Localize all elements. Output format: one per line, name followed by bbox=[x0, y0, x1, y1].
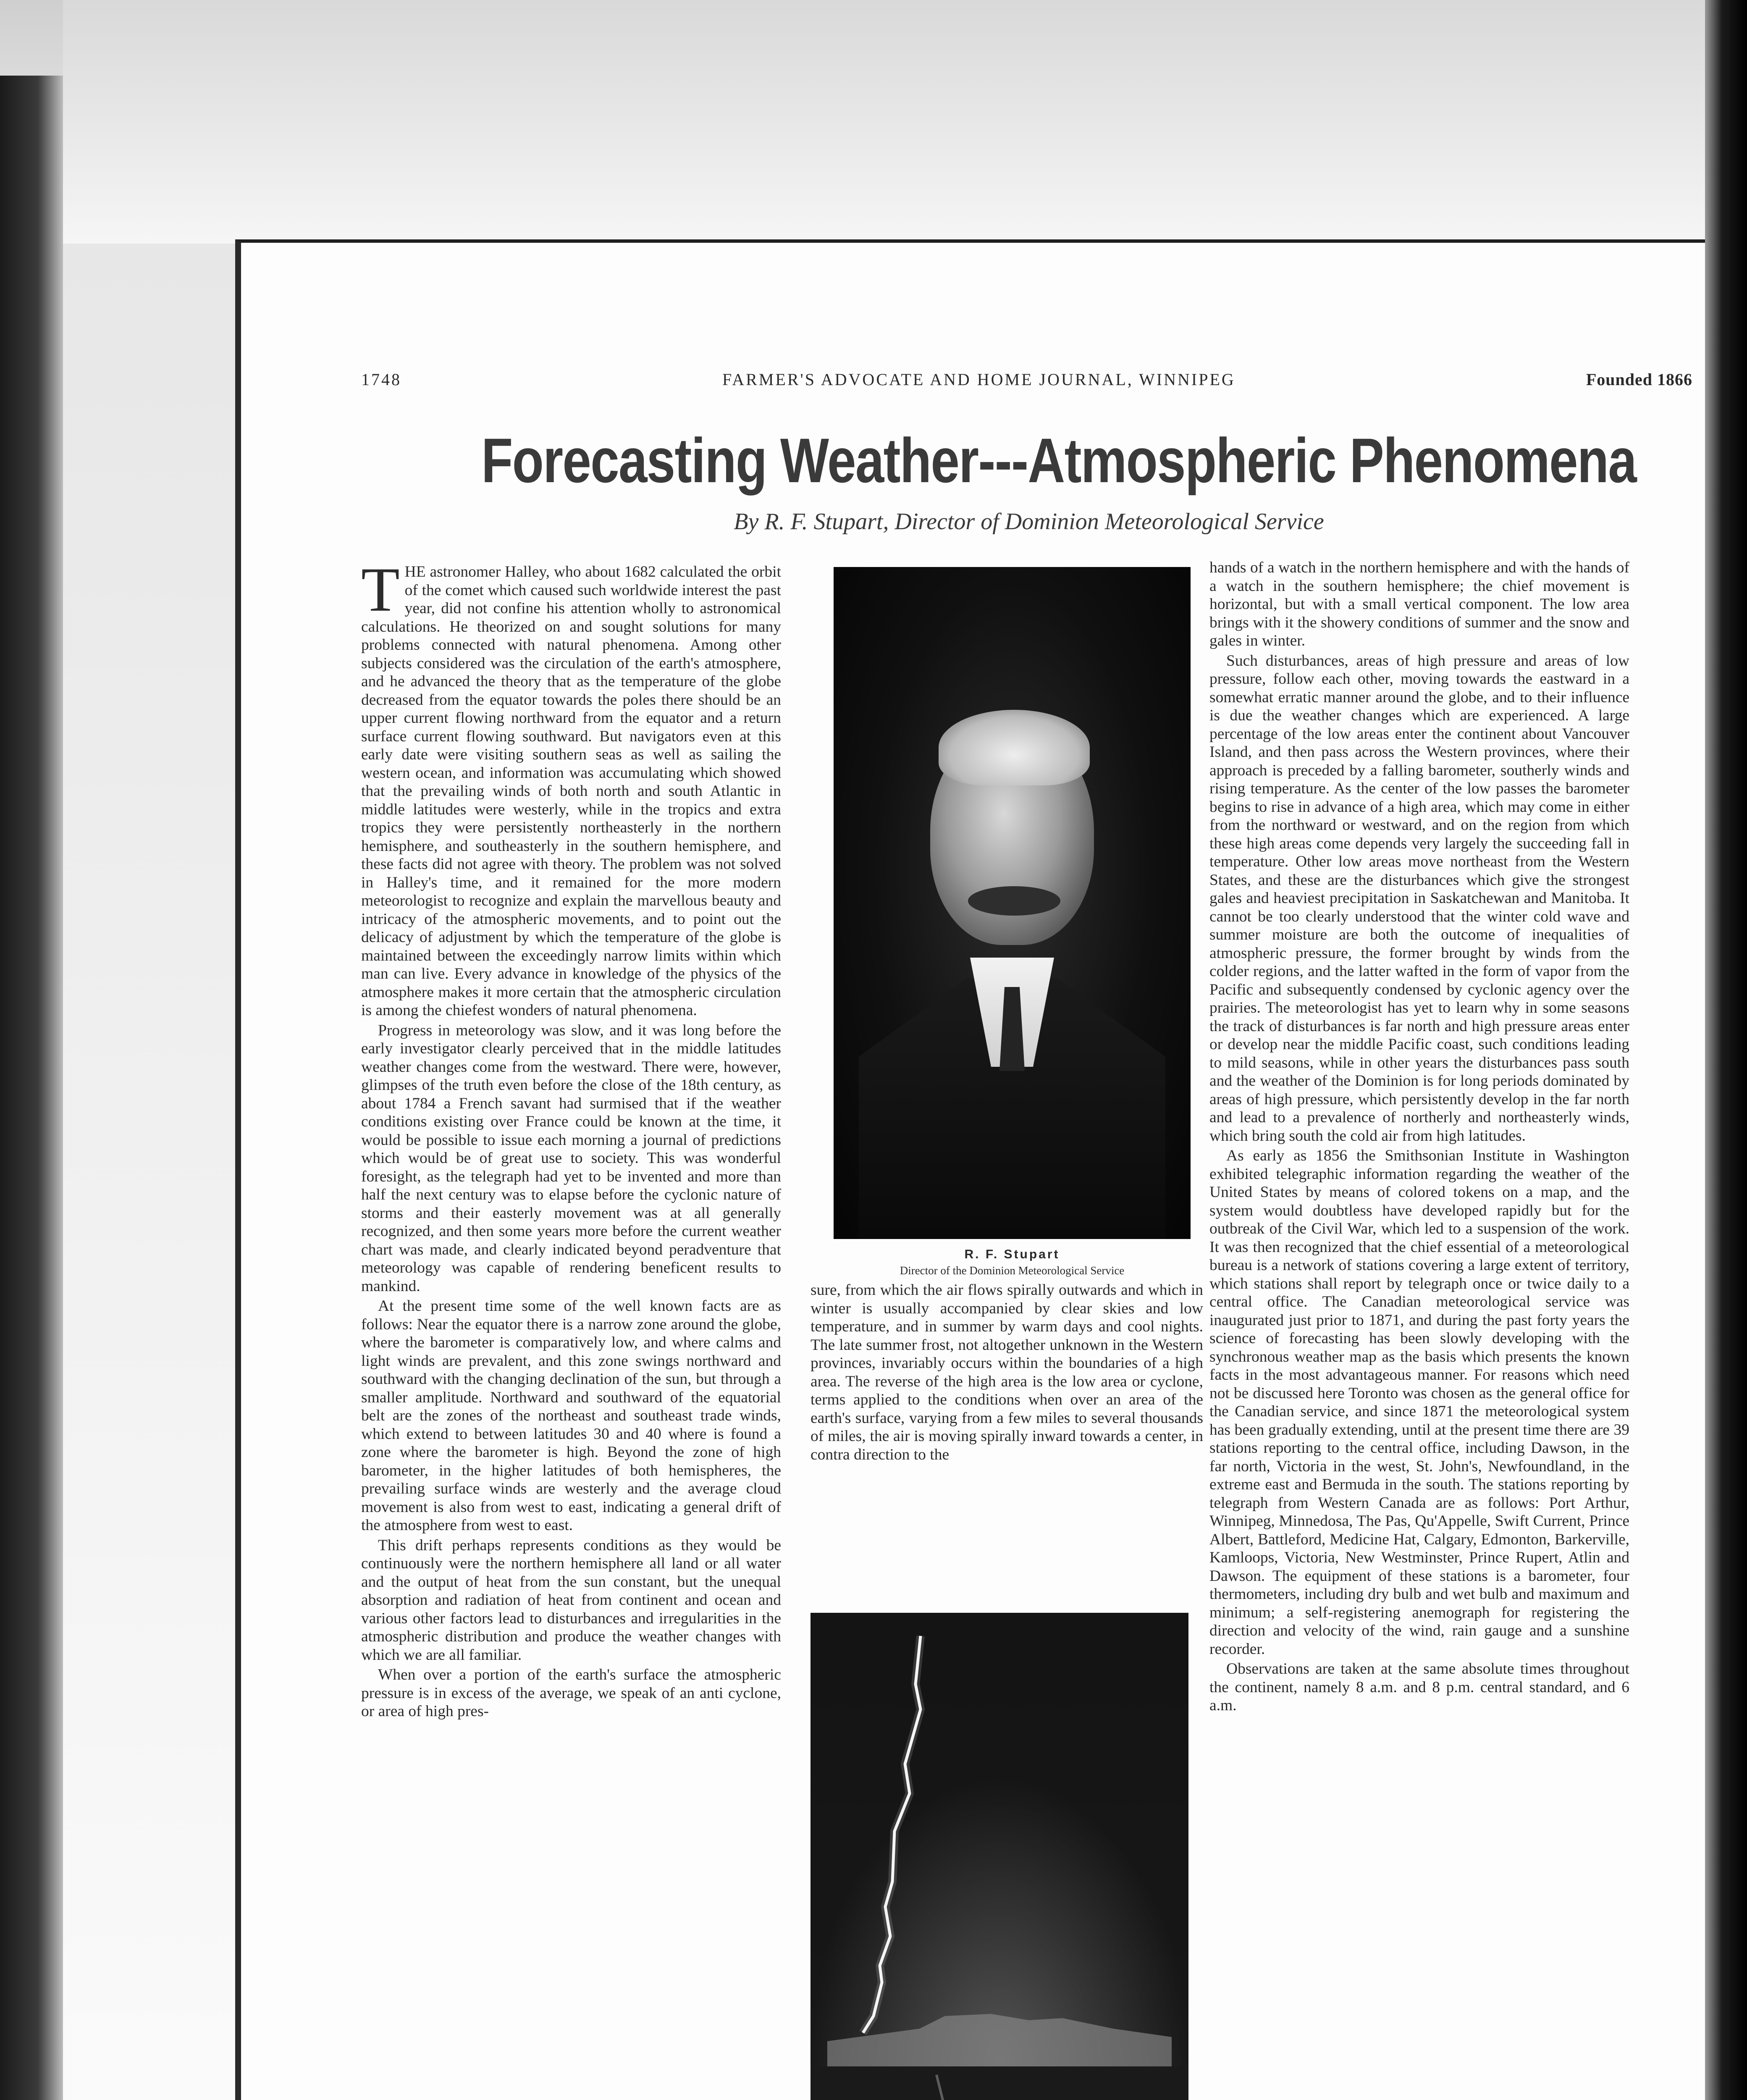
paragraph: This drift perhaps represents conditions as they would be continuously were the northern hemisphere all land or all water and the output of heat from the sun constant, but the unequal absorption and radiation of heat from continent and ocean and various other factors lead to disturbances and irregularities in the atmospheric distribution and produce the weather changes with which we are all familiar. bbox=[361, 1536, 781, 1664]
drop-cap: T bbox=[361, 563, 400, 625]
article-byline: By R. F. Stupart, Director of Dominion Meteorological Service bbox=[734, 509, 1324, 535]
paragraph: As early as 1856 the Smithsonian Institute in Washington exhibited telegraphic information regarding the weather of the United States by means of colored tokens on a map, and the system would doubtless have developed rapidly but for the outbreak of the Civil War, which led to a suspension of the work. It was then recognized that the chief essential of a meteorological bureau is a network of stations covering a large extent of territory, which stations shall report by telegraph once or twice daily to a central office. The Canadian meteorological service was inaugurated just prior to 1871, and during the past forty years the science of forecasting has been slowly developing with the synchronous weather map as the basis which presents the known facts in the most advantageous manner. For reasons which need not be discussed here Toronto was chosen as the general office for the Canadian service, and since 1871 the meteorological system has been gradually extending, until at the present time there are 39 stations reporting to the central office, including Dawson, in the far north, Victoria in the west, St. John's, Newfoundland, in the extreme east and Bermuda in the south. The stations reporting by telegraph from Western Canada are as follows: Port Arthur, Winnipeg, Minnedosa, The Pas, Qu'Appelle, Swift Current, Prince Albert, Battleford, Medicine Hat, Calgary, Edmonton, Barkerville, Kamloops, Victoria, New Westminster, Prince Rupert, Atlin and Dawson. The equipment of these stations is a barometer, four thermometers, including dry bulb and wet bulb and maximum and minimum; a self-registering anemograph for registering the direction and velocity of the wind, rain gauge and a sunshine recorder. bbox=[1209, 1147, 1629, 1658]
paragraph: At the present time some of the well known facts are as follows: Near the equator there is a narrow zone around the globe, where the barometer is comparatively low, and where calms and light winds are prevalent, and this zone swings northward and southward with the changing declination of the sun, but through a smaller amplitude. Northward and southward of the equatorial belt are the zones of the northeast and southeast trade winds, which extend to between latitudes 30 and 40 where is found a zone where the barometer is high. Beyond the zone of high barometer, in the higher latitudes of both hemispheres, the prevailing surface winds are westerly and the average cloud movement is also from west to east, indicating a general drift of the atmosphere from west to east. bbox=[361, 1297, 781, 1534]
portrait-moustache bbox=[968, 886, 1060, 916]
lightning-bolt-icon bbox=[811, 1613, 1188, 2100]
paragraph: sure, from which the air flows spirally outwards and which in winter is usually accompanied by clear skies and low temperature, and in summer by warm days and cool nights. The late summer frost, not altogether unknown in the Western provinces, invariably occurs within the boundaries of a high area. The reverse of the high area is the low area or cyclone, terms applied to the conditions when over an area of the earth's surface, varying from a few miles to several thousands of miles, the air is moving spirally inward towards a center, in contra direction to the bbox=[811, 1281, 1203, 1463]
scanner-left-edge bbox=[0, 76, 63, 2100]
portrait-caption-title: Director of the Dominion Meteorological Service bbox=[900, 1264, 1125, 1277]
founded-note: Founded 1866 bbox=[1586, 370, 1692, 389]
scanner-right-edge bbox=[1705, 0, 1747, 2100]
running-head bbox=[361, 370, 1697, 395]
article-title: Forecasting Weather---Atmospheric Phenomena bbox=[481, 425, 1637, 496]
paragraph: When over a portion of the earth's surface the atmospheric pressure is in excess of the average, we speak of an anti cyclone, or area of high pres- bbox=[361, 1666, 781, 1720]
portrait-caption-name: R. F. Stupart bbox=[964, 1247, 1060, 1261]
left-column bbox=[361, 563, 781, 2100]
paragraph: Observations are taken at the same absolute times throughout the continent, namely 8 a.m. and 8 p.m. central standard, and 6 a.m. bbox=[1209, 1660, 1629, 1714]
portrait-photo bbox=[834, 567, 1191, 1239]
portrait-hair bbox=[939, 710, 1090, 785]
middle-column bbox=[811, 1281, 1203, 1550]
right-column bbox=[1209, 559, 1629, 2100]
page-number: 1748 bbox=[361, 370, 401, 389]
paragraph: Such disturbances, areas of high pressure and areas of low pressure, follow each other, moving towards the eastward in a somewhat erratic manner around the globe, and to their influence is due the weather changes which are experienced. A large percentage of the low areas enter the continent about Vancouver Island, and then pass across the Western provinces, where their approach is preceded by a falling barometer, southerly winds and rising temperature. As the center of the low passes the barometer begins to rise in advance of a high area, which may come in either from the northward or westward, and on the region from which these high areas come depends very largely the succeeding fall in temperature. Other low areas move northeast from the Western States, and these are the disturbances which give the strongest gales and heaviest precipitation in Saskatchewan and Manitoba. It cannot be too clearly understood that the winter cold wave and summer moisture are both the outcome of inequalities of atmospheric pressure, the former brought by winds from the colder regions, and the latter wafted in the form of vapor from the Pacific and subsequently condensed by cyclonic agency over the prairies. The meteorologist has yet to learn why in some seasons the track of disturbances is far north and high pressure areas enter or develop near the middle Pacific coast, such conditions leading to mild seasons, while in other years the disturbances pass south and the weather of the Dominion is for long periods dominated by areas of high pressure, which persistently develop in the far north and lead to a prevalence of northerly and northeasterly winds, which bring south the cold air from high latitudes. bbox=[1209, 652, 1629, 1144]
paragraph: Progress in meteorology was slow, and it was long before the early investigator clearly perceived that in the middle latitudes weather changes come from the westward. There were, however, glimpses of the truth even before the close of the 18th century, as about 1784 a French savant had surmised that if the weather conditions existing over France could be known at the time, it would be possible to issue each morning a journal of predictions which would be of great use to society. This was wonderful foresight, as the telegraph had yet to be invented and more than half the next century was to elapse before the cyclonic nature of storms and their easterly movement was at all generally recognized, and then some years more before the current weather chart was made, and clearly indicated beyond peradventure that meteorology was capable of rendering beneficent results to mankind. bbox=[361, 1021, 781, 1295]
scanner-top-strip bbox=[63, 0, 1705, 244]
paragraph: hands of a watch in the northern hemisphere and with the hands of a watch in the southern hemisphere; the chief movement is horizontal, but with a small vertical component. The low area brings with it the showery conditions of summer and the snow and gales in winter. bbox=[1209, 559, 1629, 649]
lightning-photo bbox=[811, 1613, 1188, 2100]
paragraph: THE astronomer Halley, who about 1682 calculated the orbit of the comet which caused such worldwide interest the past year, did not confine his attention wholly to astronomical calculations. He theorized on and sought solutions for many problems connected with natural phenomena. Among other subjects considered was the circulation of the earth's atmosphere, and he advanced the theory that as the temperature of the globe decreased from the equator towards the poles there should be an upper current flowing northward from the equator and a return surface current flowing southward. But navigators even at this early date were visiting southern seas as well as sailing the western ocean, and information was accumulating which showed that the prevailing winds of both north and south Atlantic in middle latitudes were westerly, while in the tropics and extra tropics they were persistently northeasterly in the northern hemisphere, and southeasterly in the southern hemisphere, and these facts did not agree with theory. The problem was not solved in Halley's time, and it remained for the more modern meteorologist to recognize and explain the marvellous beauty and intricacy of the atmospheric movements, and to point out the delicacy of adjustment by which the temperature of the globe is maintained between the exceedingly narrow limits within which man can live. Every advance in knowledge of the physics of the atmosphere makes it more certain that the atmospheric circulation is among the chiefest wonders of natural phenomena. bbox=[361, 563, 781, 1019]
journal-title: FARMER'S ADVOCATE AND HOME JOURNAL, WINNIPEG bbox=[722, 370, 1235, 389]
